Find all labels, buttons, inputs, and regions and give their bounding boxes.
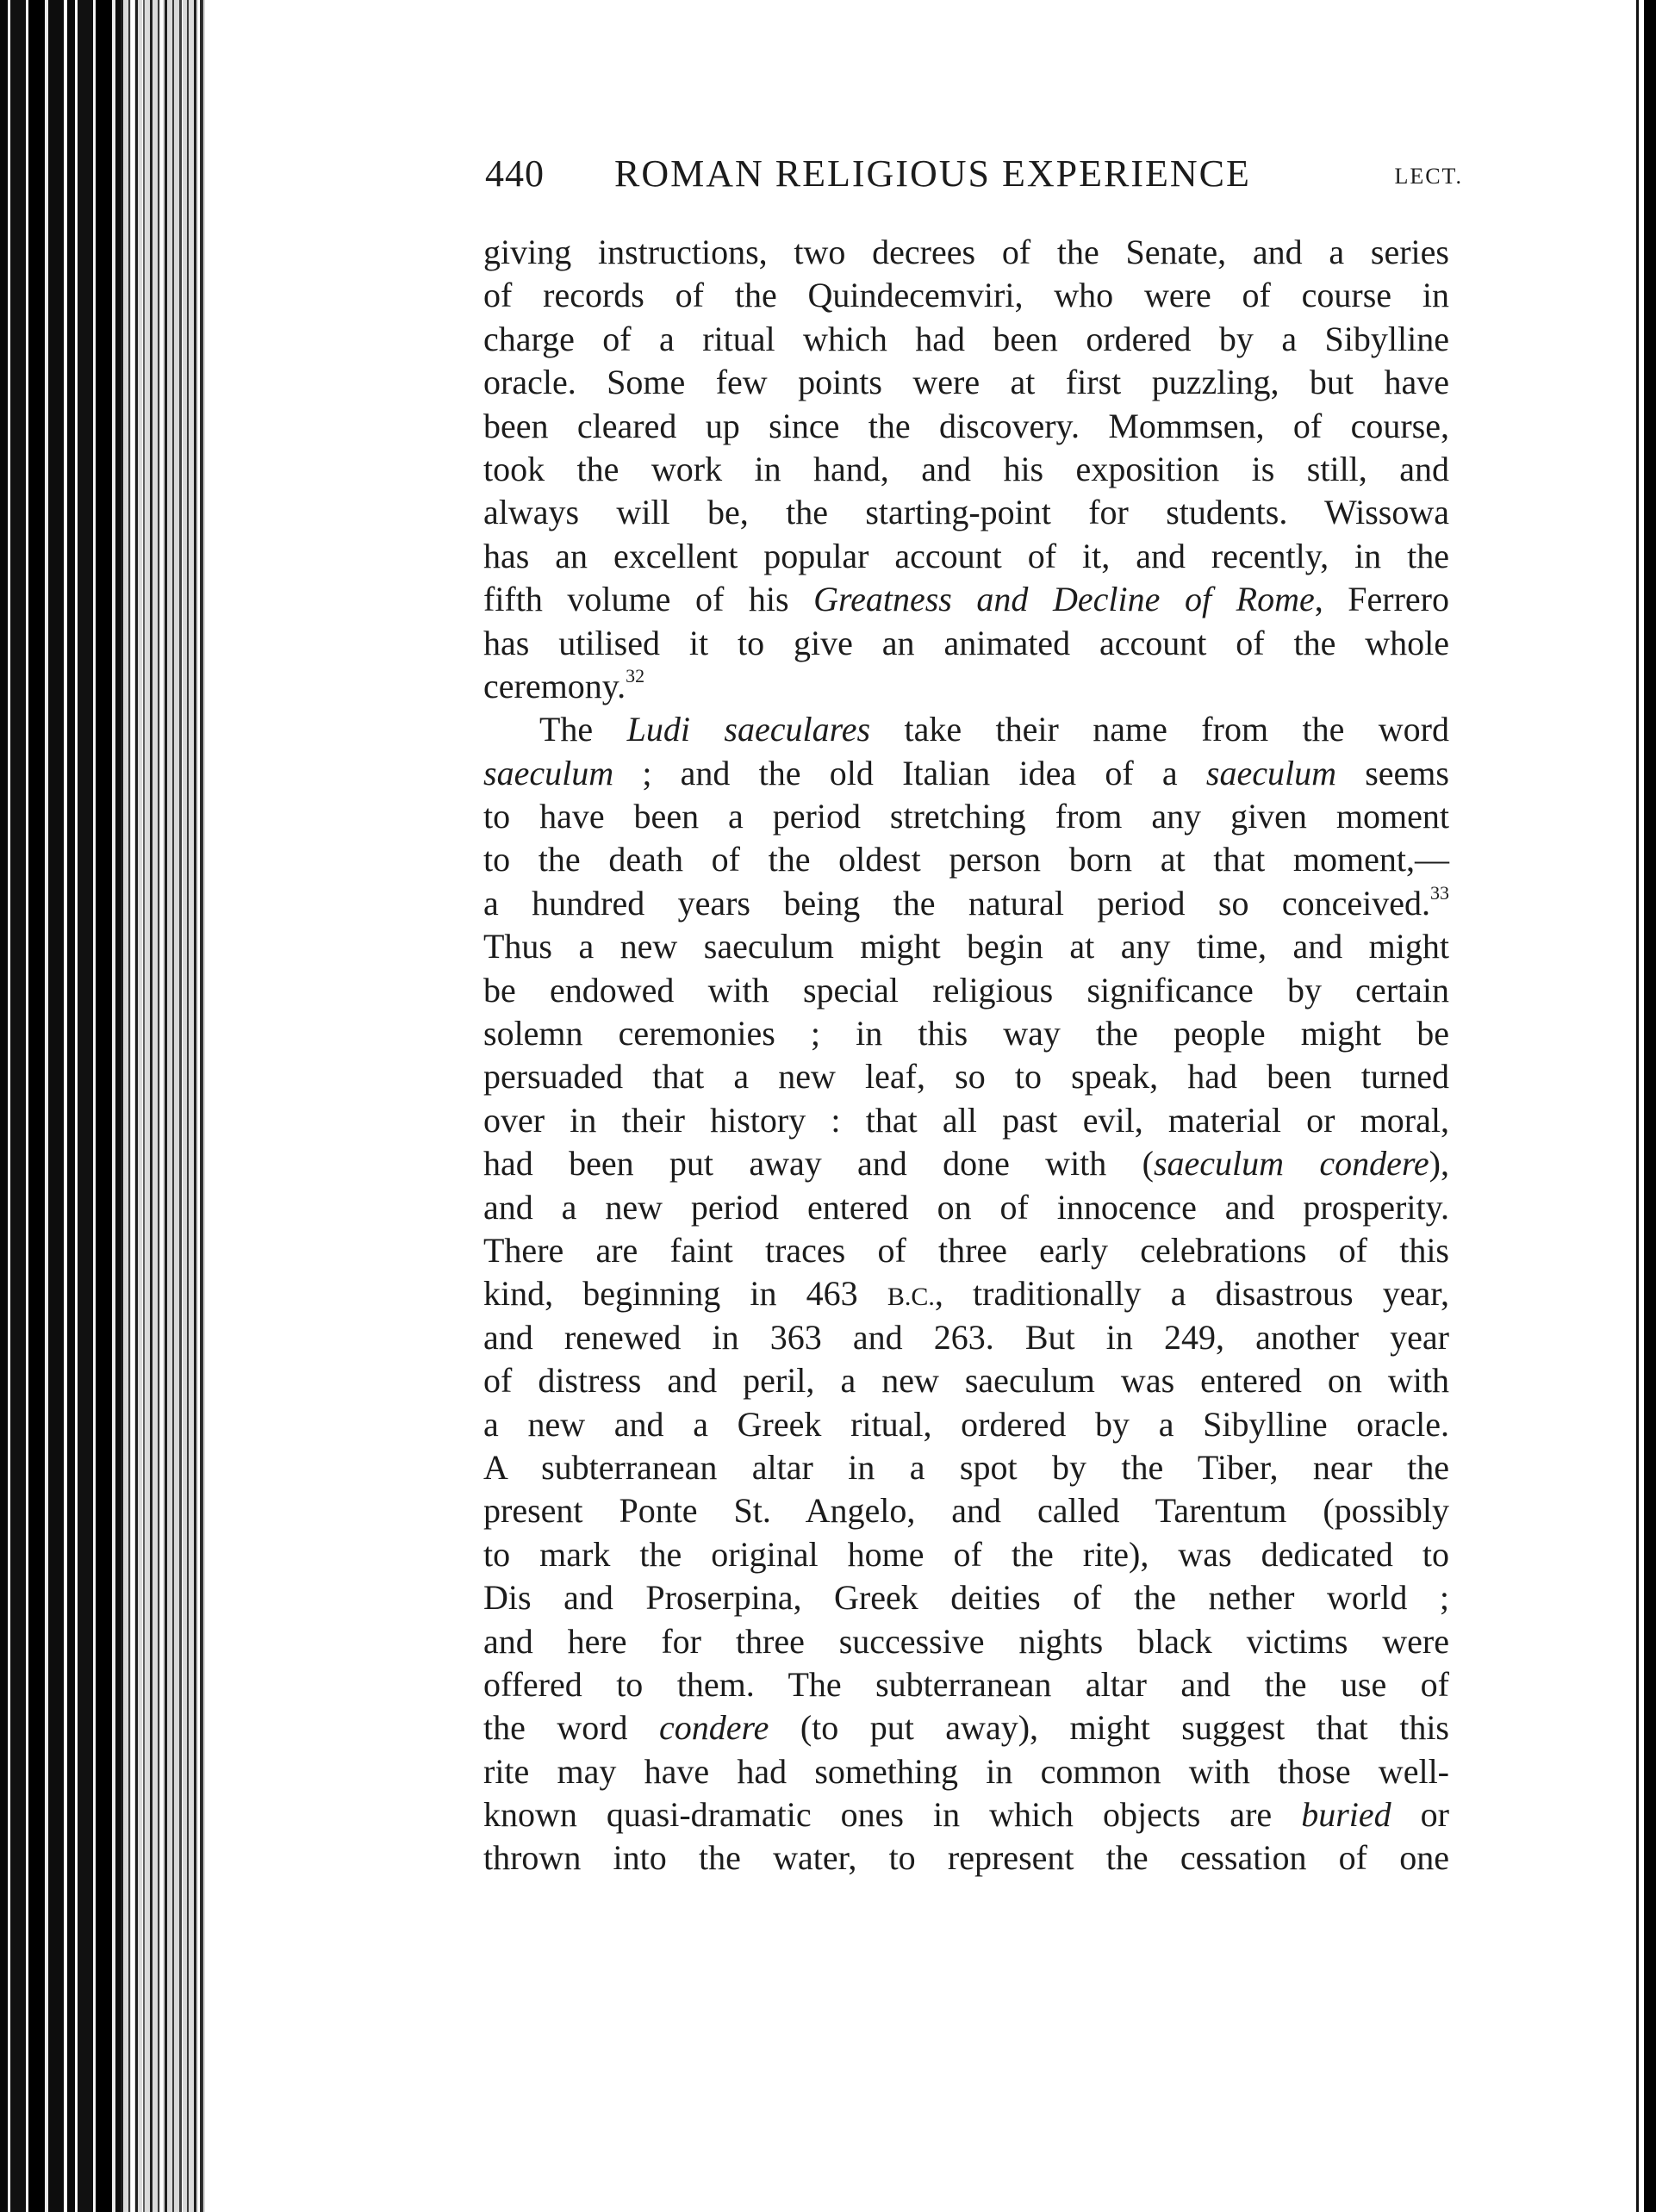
body-text <box>483 231 1449 1880</box>
text-run: kind, beginning in 463 <box>483 1274 887 1314</box>
text-run: (to put away), might suggest that this <box>769 1708 1450 1748</box>
text-line: rite may have had something in common with those well- <box>483 1751 1449 1791</box>
right-page-edge <box>1644 0 1656 2212</box>
text-line: Thus a new saeculum might begin at any time, and might <box>483 927 1449 966</box>
right-page-edge-line <box>1636 0 1639 2212</box>
text-run: , Ferrero <box>1314 580 1450 619</box>
text-run: The <box>539 710 627 749</box>
footnote-ref-32: 32 <box>626 664 645 687</box>
text-line: always will be, the starting-point for students. Wissowa <box>483 493 1449 532</box>
text-line: to mark the original home of the rite), was dedicated to <box>483 1534 1449 1574</box>
text-line: took the work in hand, and his exposition is still, and <box>483 449 1449 488</box>
text-run: or <box>1391 1795 1449 1835</box>
running-header <box>485 152 1463 203</box>
text-run: ; and the old Italian idea of a <box>613 753 1206 792</box>
text-line: thrown into the water, to represent the cessation of one <box>483 1838 1449 1878</box>
text-line: of distress and peril, a new saeculum was entered on with <box>483 1361 1449 1401</box>
text-run: fifth volume of his <box>483 580 814 619</box>
small-caps-bc: B.C. <box>887 1283 935 1312</box>
section-mark: LECT. <box>1394 164 1463 189</box>
text-line: present Ponte St. Angelo, and called Tarentum (possibly <box>483 1491 1449 1531</box>
italic-term: saeculum condere <box>1153 1144 1429 1184</box>
text-line: to have been a period stretching from any given moment <box>483 797 1449 836</box>
text-line <box>483 1793 1449 1836</box>
page-number: 440 <box>485 152 545 195</box>
text-line: Dis and Proserpina, Greek deities of the nether world ; <box>483 1578 1449 1618</box>
text-line <box>483 752 1449 795</box>
text-line: has utilised it to give an animated account of the whole <box>483 623 1449 662</box>
text-line: be endowed with special religious significance by certain <box>483 970 1449 1010</box>
text-line: a new and a Greek ritual, ordered by a Sibylline oracle. <box>483 1404 1449 1444</box>
text-line: over in their history : that all past evil, material or moral, <box>483 1100 1449 1140</box>
text-run: the word <box>483 1708 660 1748</box>
text-line <box>483 882 1449 925</box>
text-line: and here for three successive nights black victims were <box>483 1621 1449 1661</box>
text-line: giving instructions, two decrees of the Senate, and a series <box>483 233 1449 271</box>
text-line: been cleared up since the discovery. Mommsen, of course, <box>483 406 1449 445</box>
text-line: to the death of the oldest person born at that moment,— <box>483 840 1449 879</box>
text-line <box>483 1272 1449 1315</box>
text-line <box>483 1142 1449 1185</box>
italic-term: Ludi saeculares <box>626 710 871 749</box>
text-run: take their name from the word <box>870 710 1449 749</box>
text-line: solemn ceremonies ; in this way the people might be <box>483 1014 1449 1053</box>
book-title-italic: Greatness and Decline of Rome <box>813 580 1315 619</box>
text-line: and renewed in 363 and 263. But in 249, another year <box>483 1317 1449 1357</box>
text-run: , traditionally a disastrous year, <box>934 1274 1449 1314</box>
text-line <box>483 578 1449 621</box>
text-line-paragraph-start <box>483 708 1449 751</box>
text-run: seems <box>1336 753 1449 792</box>
text-run: a hundred years being the natural period so conceived. <box>483 883 1430 923</box>
footnote-ref-33: 33 <box>1430 881 1449 904</box>
italic-term: saeculum <box>1205 753 1336 792</box>
text-line <box>483 1706 1449 1749</box>
gutter-divider <box>200 0 202 2212</box>
text-run: ceremony. <box>483 666 626 705</box>
italic-term: condere <box>659 1708 769 1748</box>
text-line: persuaded that a new leaf, so to speak, had been turned <box>483 1057 1449 1097</box>
text-line: charge of a ritual which had been ordered by a Sibylline <box>483 319 1449 358</box>
text-run: ), <box>1429 1144 1449 1184</box>
text-line: and a new period entered on of innocence and prosperity. <box>483 1187 1449 1227</box>
text-run: had been put away and done with ( <box>483 1144 1154 1184</box>
running-title: ROMAN RELIGIOUS EXPERIENCE <box>614 152 1251 195</box>
italic-term: saeculum <box>483 753 614 792</box>
text-line: oracle. Some few points were at first puzzling, but have <box>483 363 1449 402</box>
book-gutter-edge <box>121 0 207 2212</box>
text-line: There are faint traces of three early celebrations of this <box>483 1230 1449 1270</box>
text-line: of records of the Quindecemviri, who were of course in <box>483 276 1449 315</box>
text-line: has an excellent popular account of it, and recently, in the <box>483 536 1449 575</box>
text-line: A subterranean altar in a spot by the Tiber, near the <box>483 1447 1449 1487</box>
text-line: offered to them. The subterranean altar and the use of <box>483 1664 1449 1704</box>
text-run: known quasi-dramatic ones in which objects are <box>483 1795 1302 1835</box>
text-line <box>483 665 1449 708</box>
italic-term: buried <box>1301 1795 1391 1835</box>
